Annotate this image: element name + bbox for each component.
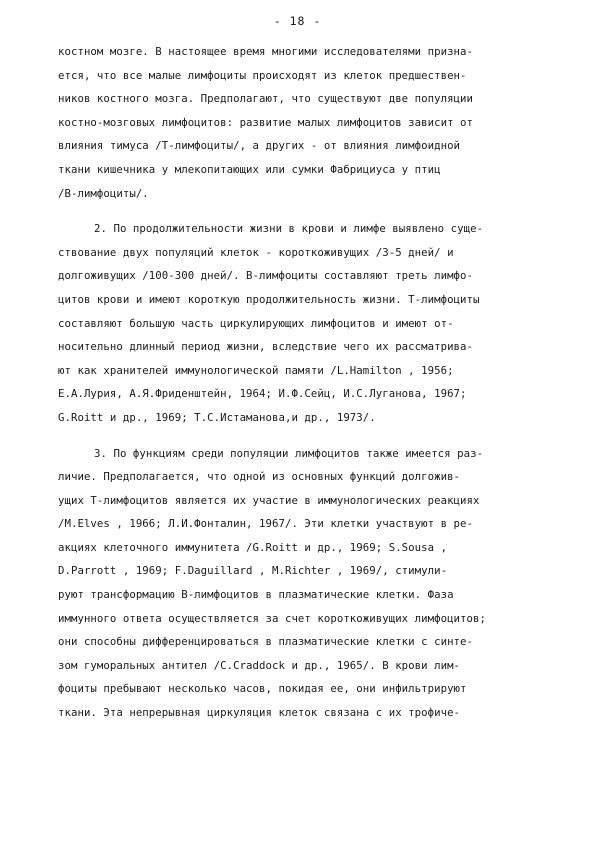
- text-line: цитов крови и имеют короткую продолжительность жизни. Т-лимфоциты: [58, 292, 480, 306]
- text-line: костном мозге. В настоящее время многими исследователями призна-: [58, 45, 474, 58]
- text-line: Е.А.Лурия, А.Я.Фриденштейн, 1964; И.Ф.Сейц, И.С.Луганова, 1967;: [58, 387, 467, 401]
- text-line: носительно длинный период жизни, вследствие чего их рассматрива-: [58, 340, 474, 354]
- text-line: фоциты пребывают несколько часов, покидая ее, они инфильтрируют: [58, 682, 467, 696]
- text-line: 2. По продолжительности жизни в крови и лимфе выявлено суще-: [94, 222, 484, 236]
- text-line: иммунного ответа осуществляется за счет короткоживущих лимфоцитов;: [58, 611, 486, 625]
- text-line: ется, что все малые лимфоциты происходят из клеток предшествен-: [58, 68, 467, 82]
- text-line: ткани. Эта непрерывная циркуляция клеток связана с их трофиче-: [58, 706, 461, 720]
- text-line: ткани кишечника у млекопитающих или сумки Фабрициуса у птиц: [58, 162, 441, 176]
- text-line: ствование двух популяций клеток - короткоживущих /3-5 дней/ и: [58, 245, 454, 259]
- text-line: /В-лимфоциты/.: [58, 186, 149, 200]
- text-line: зом гуморальных антител /C.Craddock и др., 1965/. В крови лим-: [58, 658, 461, 672]
- text-line: 3. По функциям среди популяции лимфоцитов также имеется раз-: [94, 446, 484, 460]
- text-line: D.Parrott , 1969; F.Daguillard , M.Richter , 1969/, стимули-: [58, 564, 448, 578]
- text-line: личие. Предполагается, что одной из основных функций долгожив-: [58, 470, 461, 484]
- text-line: составляют большую часть циркулирующих лимфоцитов и имеют от-: [58, 316, 454, 330]
- text-line: руют трансформацию В-лимфоцитов в плазматические клетки. Фаза: [58, 588, 454, 602]
- text-line: долгоживущих /100-300 дней/. В-лимфоциты составляют треть лимфо-: [58, 269, 474, 283]
- document-body: [58, 40, 558, 725]
- text-line: ют как хранителей иммунологической памяти /L.Hamilton , 1956;: [58, 363, 454, 377]
- text-line: /M.Elves , 1966; Л.И.Фонталин, 1967/. Эти клетки участвуют в ре-: [58, 517, 474, 531]
- text-line: влияния тимуса /Т-лимфоциты/, а других - от влияния лимфоидной: [58, 139, 461, 153]
- text-line: акциях клеточного иммунитета /G.Roitt и др., 1969; S.Sousa ,: [58, 540, 448, 554]
- text-line: ников костного мозга. Предполагают, что существуют две популяции: [58, 92, 474, 106]
- page-number: - 18 -: [273, 14, 322, 28]
- text-line: они способны дифференцироваться в плазматические клетки с синте-: [58, 635, 474, 649]
- text-line: ущих Т-лимфоцитов является их участие в иммунологических реакциях: [58, 493, 480, 507]
- text-line: G.Roitt и др., 1969; Т.С.Истаманова,и др., 1973/.: [58, 410, 376, 424]
- text-line: костно-мозговых лимфоцитов: развитие малых лимфоцитов зависит от: [58, 115, 474, 129]
